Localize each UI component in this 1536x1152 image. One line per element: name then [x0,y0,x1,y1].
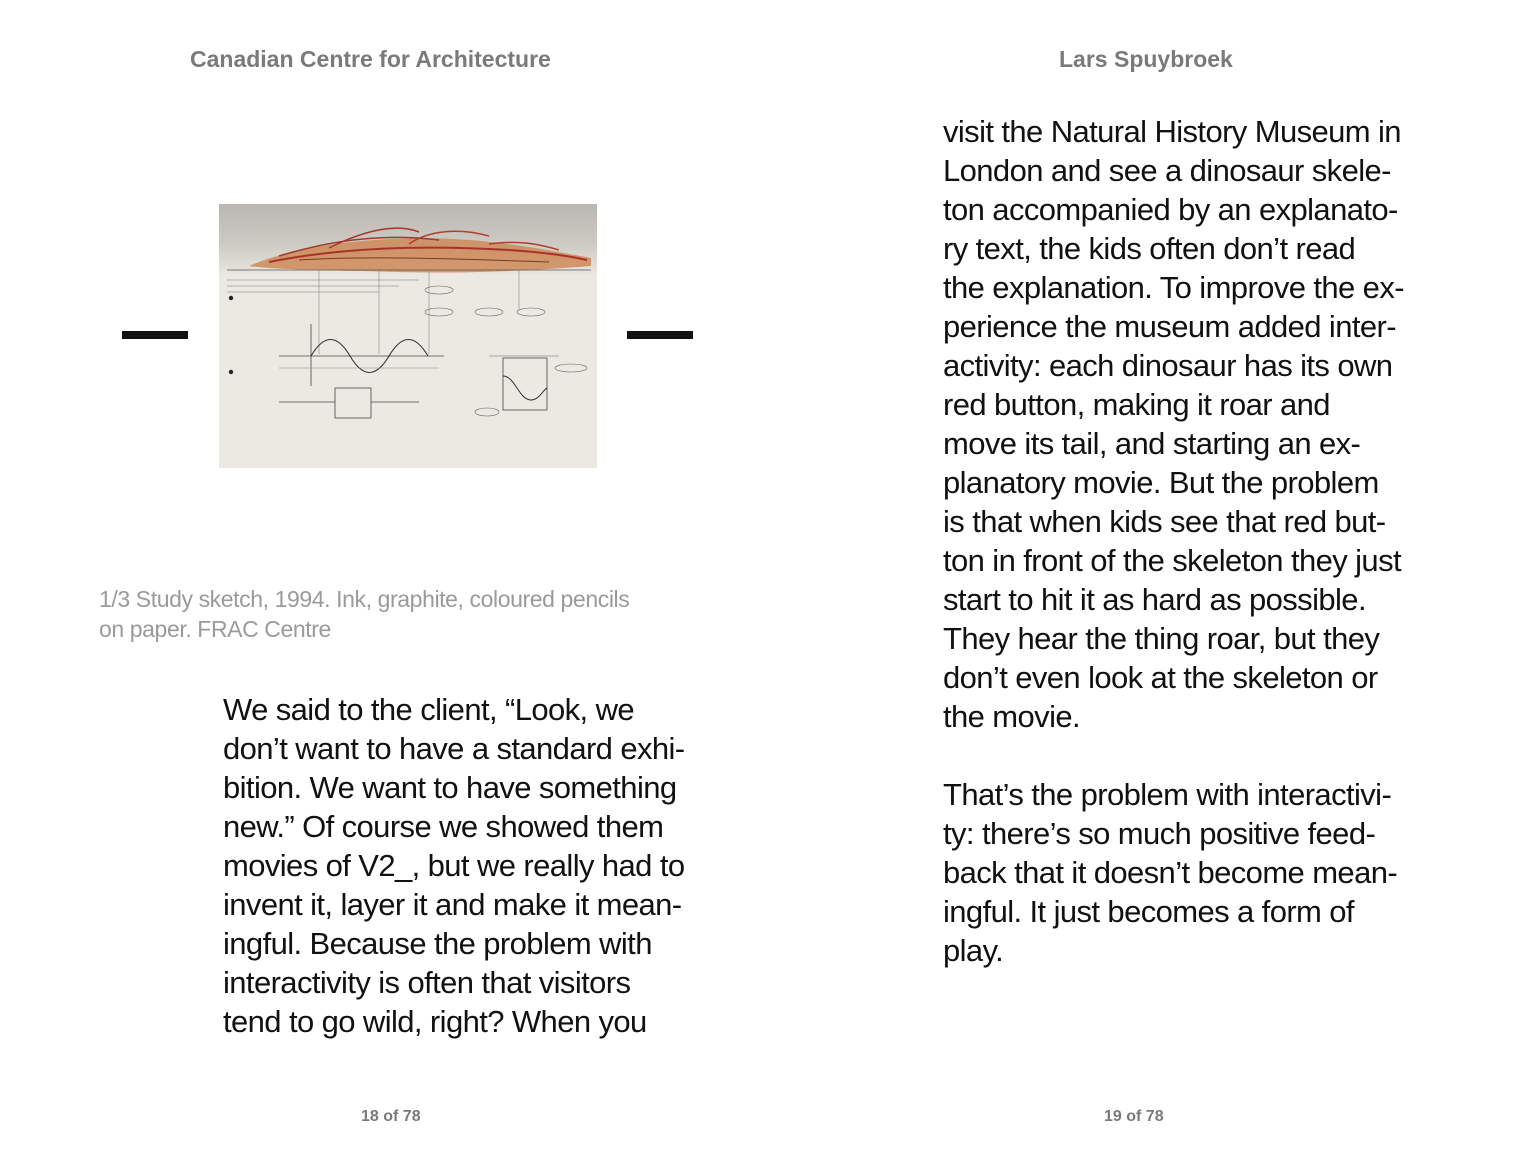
text-line: move its tail, and starting an ex- [943,426,1361,461]
text-line: ton accompanied by an explanato- [943,192,1398,227]
text-line: They hear the thing roar, but they [943,621,1380,656]
text-line: activity: each dinosaur has its own [943,348,1393,383]
text-line: is that when kids see that red but- [943,504,1386,539]
text-line: bition. We want to have something [223,770,677,805]
previous-page-bar[interactable] [122,331,188,339]
text-line: planatory movie. But the problem [943,465,1379,500]
caption-line: 1/3 Study sketch, 1994. Ink, graphite, coloured pencils [99,586,630,612]
text-line: ry text, the kids often don’t read [943,231,1356,266]
text-line: red button, making it roar and [943,387,1330,422]
text-line: tend to go wild, right? When you [223,1004,647,1039]
text-line: visit the Natural History Museum in [943,114,1401,149]
paragraph-gap [943,736,1503,775]
body-text-left [223,690,743,1041]
text-line: ty: there’s so much positive feed- [943,816,1376,851]
text-line: new.” Of course we showed them [223,809,664,844]
text-line: invent it, layer it and make it mean- [223,887,682,922]
text-line: That’s the problem with interactivi- [943,777,1392,812]
text-line: We said to the client, “Look, we [223,692,635,727]
page-number-right: 19 of 78 [1104,1108,1164,1125]
text-line: back that it doesn’t become mean- [943,855,1398,890]
text-line: don’t want to have a standard exhi- [223,731,685,766]
page-number-left: 18 of 78 [361,1108,421,1125]
text-line: the movie. [943,699,1081,734]
text-line: perience the museum added inter- [943,309,1396,344]
caption-line: on paper. FRAC Centre [99,616,331,642]
text-line: the explanation. To improve the ex- [943,270,1404,305]
text-line: movies of V2_, but we really had to [223,848,685,883]
text-line: ton in front of the skeleton they just [943,543,1401,578]
study-sketch-image [219,204,597,468]
text-line: interactivity is often that visitors [223,965,631,1000]
figure-caption [99,584,739,644]
text-line: ingful. It just becomes a form of [943,894,1354,929]
text-line: start to hit it as hard as possible. [943,582,1366,617]
text-line: London and see a dinosaur skele- [943,153,1391,188]
right-page [768,0,1536,1152]
text-line: don’t even look at the skeleton or [943,660,1378,695]
text-line: play. [943,933,1004,968]
text-line: ingful. Because the problem with [223,926,652,961]
body-text-right [943,112,1503,970]
running-head-left: Canadian Centre for Architecture [190,46,551,72]
running-head-right: Lars Spuybroek [1059,46,1233,72]
next-page-bar[interactable] [627,331,693,339]
